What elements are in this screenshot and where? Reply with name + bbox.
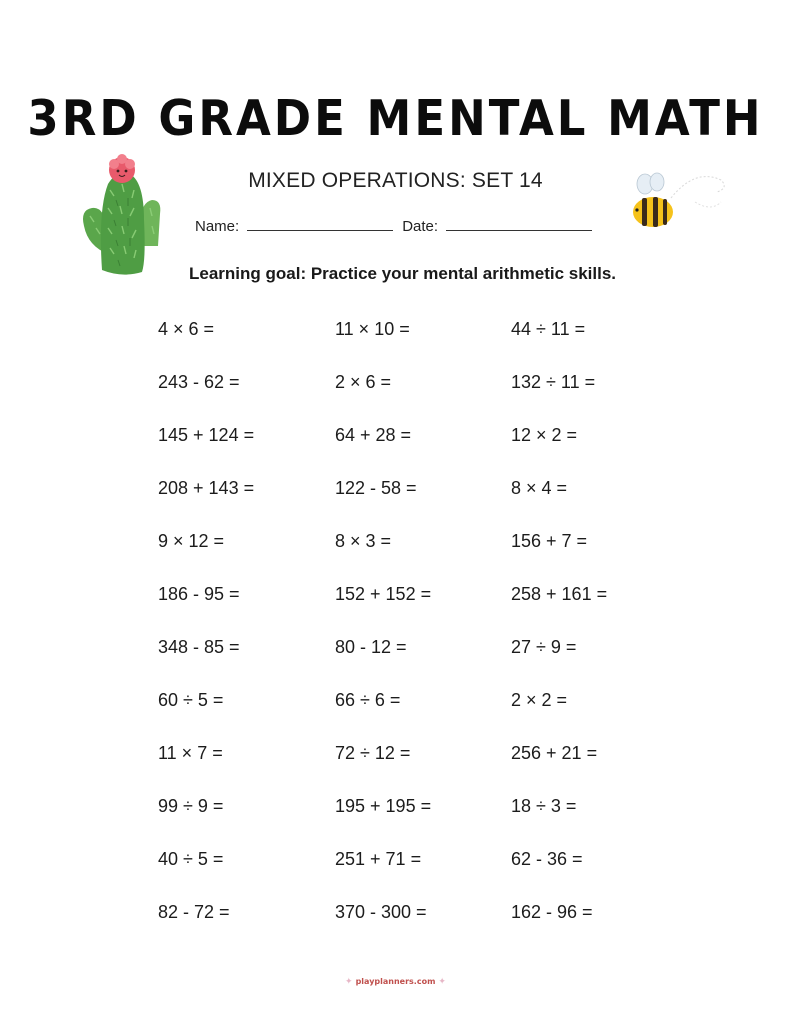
problem: 27 ÷ 9 =: [511, 637, 577, 657]
problem: 132 ÷ 11 =: [511, 372, 596, 392]
problem: 40 ÷ 5 =: [158, 849, 224, 869]
problem: 256 + 21 =: [511, 743, 598, 763]
problem: 8 × 4 =: [511, 478, 568, 498]
problem: 72 ÷ 12 =: [335, 743, 411, 763]
problem: 18 ÷ 3 =: [511, 796, 577, 816]
learning-goal: Learning goal: Practice your mental arithmetic skills.: [188, 264, 617, 283]
date-label: Date:: [402, 218, 439, 235]
problem: 348 - 85 =: [158, 637, 240, 657]
problem: 152 + 152 =: [335, 584, 432, 604]
problem: 60 ÷ 5 =: [158, 690, 224, 710]
sparkle-icon: ✦: [345, 977, 353, 987]
problem: 195 + 195 =: [335, 796, 432, 816]
sparkle-icon: ✦: [438, 977, 446, 987]
problem: 66 ÷ 6 =: [335, 690, 401, 710]
problem: 11 × 10 =: [335, 319, 410, 339]
date-line[interactable]: [446, 216, 592, 231]
problem: 251 + 71 =: [335, 849, 422, 869]
name-date-fields: [195, 216, 592, 235]
problem: 11 × 7 =: [158, 743, 223, 763]
problem: 44 ÷ 11 =: [511, 319, 586, 339]
problem: 2 × 2 =: [511, 690, 568, 710]
problem: 99 ÷ 9 =: [158, 796, 224, 816]
worksheet-subtitle: MIXED OPERATIONS: SET 14: [248, 169, 543, 192]
problem: 145 + 124 =: [158, 425, 255, 445]
problem: 12 × 2 =: [511, 425, 578, 445]
problem: 62 - 36 =: [511, 849, 583, 869]
problem: 208 + 143 =: [158, 478, 255, 498]
worksheet-title: 3RD GRADE MENTAL MATH: [27, 89, 764, 148]
problem: 4 × 6 =: [158, 319, 215, 339]
problem: 64 + 28 =: [335, 425, 412, 445]
name-label: Name:: [195, 218, 240, 235]
problem: 162 - 96 =: [511, 902, 593, 922]
name-line[interactable]: [247, 216, 393, 231]
footer-site[interactable]: playplanners.com: [355, 977, 436, 986]
problem: 258 + 161 =: [511, 584, 608, 604]
problem: 9 × 12 =: [158, 531, 225, 551]
problem: 243 - 62 =: [158, 372, 240, 392]
problem: 8 × 3 =: [335, 531, 392, 551]
footer: [0, 977, 791, 987]
problem: 2 × 6 =: [335, 372, 392, 392]
problem: 82 - 72 =: [158, 902, 230, 922]
problem: 122 - 58 =: [335, 478, 417, 498]
problem: 156 + 7 =: [511, 531, 588, 551]
problem: 186 - 95 =: [158, 584, 240, 604]
problem: 370 - 300 =: [335, 902, 427, 922]
problem: 80 - 12 =: [335, 637, 407, 657]
